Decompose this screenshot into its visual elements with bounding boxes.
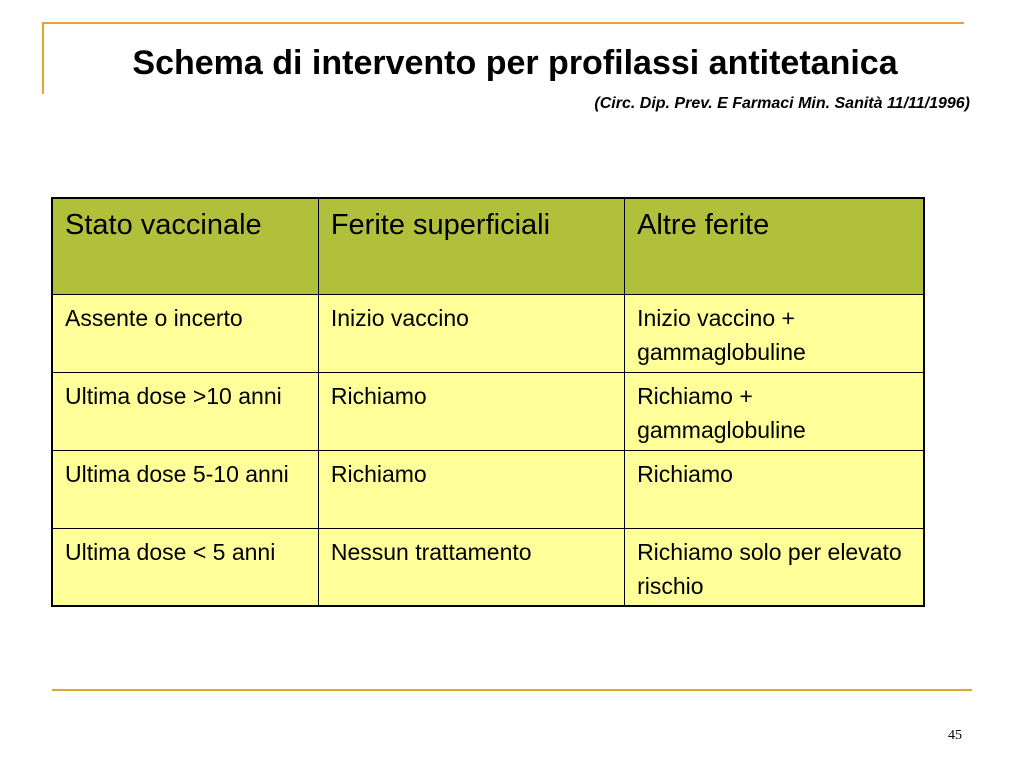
- slide-title: Schema di intervento per profilassi antitetanica: [132, 44, 898, 82]
- cell-stato-vaccinale: Ultima dose >10 anni: [52, 372, 318, 450]
- cell-stato-vaccinale: Ultima dose 5-10 anni: [52, 450, 318, 528]
- cell-ferite-superficiali: Inizio vaccino: [318, 294, 624, 372]
- cell-altre-ferite: Inizio vaccino + gammaglobuline: [625, 294, 924, 372]
- cell-ferite-superficiali: Richiamo: [318, 372, 624, 450]
- table-row: [52, 450, 924, 528]
- cell-stato-vaccinale: Assente o incerto: [52, 294, 318, 372]
- header-ferite-superficiali: Ferite superficiali: [318, 198, 624, 294]
- cell-altre-ferite: Richiamo: [625, 450, 924, 528]
- slide-subtitle: (Circ. Dip. Prev. E Farmaci Min. Sanità 11/11/1996): [594, 95, 970, 112]
- cell-altre-ferite: Richiamo solo per elevato rischio: [625, 528, 924, 606]
- cell-altre-ferite: Richiamo + gammaglobuline: [625, 372, 924, 450]
- table-row: [52, 528, 924, 606]
- table-row: [52, 372, 924, 450]
- table-header-row: [52, 198, 924, 294]
- accent-line-bottom: [52, 689, 972, 691]
- cell-ferite-superficiali: Richiamo: [318, 450, 624, 528]
- header-altre-ferite: Altre ferite: [625, 198, 924, 294]
- cell-stato-vaccinale: Ultima dose < 5 anni: [52, 528, 318, 606]
- prophylaxis-table: [51, 197, 925, 607]
- cell-ferite-superficiali: Nessun trattamento: [318, 528, 624, 606]
- page-number: 45: [948, 728, 962, 743]
- table-row: [52, 294, 924, 372]
- header-stato-vaccinale: Stato vaccinale: [52, 198, 318, 294]
- accent-line-top: [42, 22, 964, 24]
